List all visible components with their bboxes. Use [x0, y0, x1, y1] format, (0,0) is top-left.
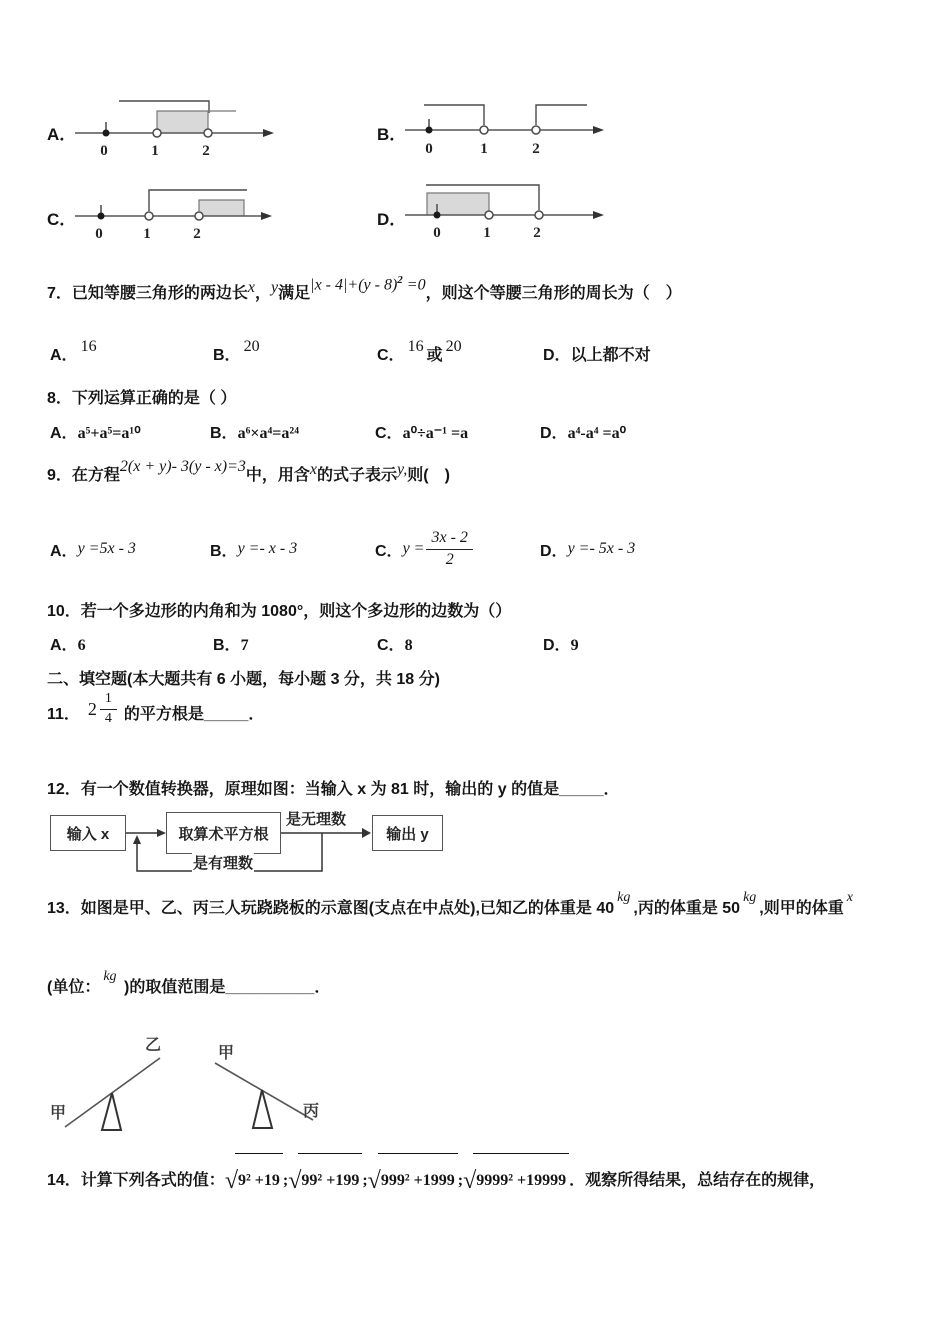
bracket-line	[424, 105, 484, 125]
number-line-diagram-b	[397, 93, 632, 165]
tick-label: 0	[433, 225, 441, 241]
option-c: C． y = $\frac{3x - 2}{2}$	[375, 518, 475, 580]
sqrt-expression: √99² +199	[288, 1172, 362, 1189]
tick-label: 1	[480, 141, 488, 157]
value-converter-flowchart	[45, 806, 465, 878]
open-point	[480, 126, 488, 134]
person-yi-label: 乙	[145, 1037, 162, 1054]
math-var-y: y	[271, 279, 279, 296]
question-7-options	[47, 334, 937, 370]
question-13-text-line1: 13．如图是甲、乙、丙三人玩跷跷板的示意图(支点在中点处),已知乙的体重是 40kg,丙的体重是 50kg,则甲的体重x	[47, 893, 856, 926]
question-8-options	[47, 420, 937, 450]
question-text: ，则这个等腰三角形的周长为（ ）	[425, 285, 682, 302]
tick-label: 1	[483, 225, 491, 241]
open-point	[153, 129, 161, 137]
option-d: D．a⁴-a⁴ =a⁰	[540, 425, 627, 442]
radical-icon: √	[367, 1168, 381, 1194]
question-8-text: 8．下列运算正确的是（ ）	[47, 390, 237, 407]
question-14-text: 14．计算下列各式的值：√9² +19 ;√99² +199 ;√999² +1999 ;√9999² +19999 ．观察所得结果，总结存在的规律，	[47, 1152, 825, 1207]
tick-label: 1	[143, 226, 151, 242]
tick-label: 2	[202, 143, 210, 159]
question-10-text: 10．若一个多边形的内角和为 1080°，则这个多边形的边数为（）	[47, 603, 512, 620]
math-equation: 2(x + y)- 3(y - x)=3	[119, 458, 246, 475]
option-b: B．a⁶×a⁴=a²⁴	[210, 425, 299, 442]
filled-point	[426, 127, 433, 134]
tick-label: 0	[425, 141, 433, 157]
number-line-option-b	[377, 93, 677, 169]
option-b: B．20	[213, 338, 260, 364]
question-10-options	[47, 632, 937, 662]
number-line-option-a	[47, 93, 347, 169]
question-number: 9．	[47, 467, 72, 484]
option-d: D．9	[543, 637, 579, 654]
arrowhead-icon	[263, 129, 274, 137]
option-a: A．6	[50, 637, 86, 654]
math-equation: |x - 4|+(y - 8)$^2$ =0	[310, 273, 426, 293]
math-var-y: y,	[397, 461, 408, 478]
math-var-x: x	[247, 279, 256, 296]
sqrt-expression: √999² +1999	[368, 1172, 458, 1189]
number-line-option-d	[377, 178, 677, 254]
fraction: $\frac{1}{4}$	[100, 691, 117, 726]
rational-branch-label: 是有理数	[192, 852, 254, 873]
bracket-line	[536, 105, 587, 125]
filled-point	[98, 213, 105, 220]
arrowhead-icon	[157, 829, 166, 837]
filled-point	[103, 130, 110, 137]
comma: ，	[255, 285, 272, 302]
filled-point	[434, 212, 441, 219]
question-text: 已知等腰三角形的两边长	[71, 285, 248, 302]
section-2-header: 二、填空题(本大题共有 6 小题，每小题 3 分，共 18 分)	[47, 671, 440, 688]
math-var-x: x	[309, 461, 318, 478]
process-box: 取算术平方根	[166, 812, 281, 854]
number-line-diagram-a	[67, 93, 302, 165]
radical-icon: √	[463, 1168, 477, 1194]
radical-icon: √	[224, 1168, 238, 1194]
question-12-text: 12．有一个数值转换器，原理如图：当输入 x 为 81 时，输出的 y 的值是_____．	[47, 781, 620, 798]
option-b: B． y =- x - 3	[210, 540, 298, 560]
unit-kg: kg	[743, 890, 757, 905]
option-a: A．a⁵+a⁵=a¹⁰	[50, 425, 141, 442]
question-number: 11．	[47, 706, 80, 724]
arrowhead-icon	[362, 828, 371, 838]
right-fulcrum	[253, 1090, 272, 1128]
tick-label: 1	[151, 143, 159, 159]
option-c-label: C．	[47, 210, 77, 229]
number-line-diagram-c	[67, 178, 302, 250]
option-c: C．8	[377, 637, 413, 654]
fraction: $\frac{3x - 2}{2}$	[426, 529, 472, 569]
option-b-label: B．	[377, 125, 407, 144]
open-point	[195, 212, 203, 220]
tick-label: 0	[95, 226, 103, 242]
open-point	[145, 212, 153, 220]
radical-icon: √	[288, 1168, 302, 1194]
input-box: 输入 x	[50, 815, 126, 851]
option-c: C．16或20	[377, 338, 462, 364]
question-number: 7．	[47, 285, 72, 302]
option-d: D．以上都不对	[543, 347, 651, 364]
tick-label: 2	[193, 226, 201, 242]
question-7-text	[47, 273, 682, 303]
tick-label: 2	[532, 141, 540, 157]
sqrt-expression: √9999² +19999	[463, 1172, 569, 1189]
sqrt-expression: √9² +19	[225, 1172, 283, 1189]
option-d-label: D．	[377, 210, 407, 229]
unit-kg: kg	[103, 969, 117, 984]
person-bing-label: 丙	[303, 1103, 320, 1120]
option-a: A． y =5x - 3	[50, 540, 136, 560]
question-9-options	[47, 518, 937, 580]
person-jia-label: 甲	[218, 1045, 235, 1062]
person-jia-label: 甲	[50, 1105, 67, 1122]
open-point	[532, 126, 540, 134]
seesaw-diagram	[40, 1028, 380, 1143]
option-a-label: A．	[47, 125, 77, 144]
arrowhead-icon	[133, 835, 141, 844]
number-line-option-c	[47, 178, 347, 254]
arrowhead-icon	[593, 211, 604, 219]
open-point	[485, 211, 493, 219]
question-9-text: 9．在方程2(x + y)- 3(y - x)=3中，用含x的式子表示y,则( )	[47, 458, 450, 484]
open-point	[535, 211, 543, 219]
irrational-branch-label: 是无理数	[285, 808, 347, 829]
tick-label: 0	[100, 143, 108, 159]
output-box: 输出 y	[372, 815, 443, 851]
math-var-x: x	[846, 890, 853, 905]
option-b: B．7	[213, 637, 249, 654]
arrowhead-icon	[593, 126, 604, 134]
shaded-region	[157, 111, 208, 133]
option-c: C．a⁰÷a⁻¹ =a	[375, 425, 469, 442]
option-d: D． y =- 5x - 3	[540, 540, 636, 560]
unit-kg: kg	[617, 890, 631, 905]
question-13-text-line2: (单位：kg )的取值范围是__________．	[47, 969, 331, 996]
mixed-number: 2 $\frac{1}{4}$	[88, 686, 119, 732]
question-11-text: 11． 2 $\frac{1}{4}$ 的平方根是_____．	[47, 692, 264, 738]
question-text: 满足	[278, 285, 311, 302]
open-point	[204, 129, 212, 137]
number-line-diagram-d	[397, 178, 632, 250]
option-a: A．16	[50, 338, 97, 364]
arrowhead-icon	[261, 212, 272, 220]
shaded-region	[199, 200, 244, 216]
tick-label: 2	[533, 225, 541, 241]
